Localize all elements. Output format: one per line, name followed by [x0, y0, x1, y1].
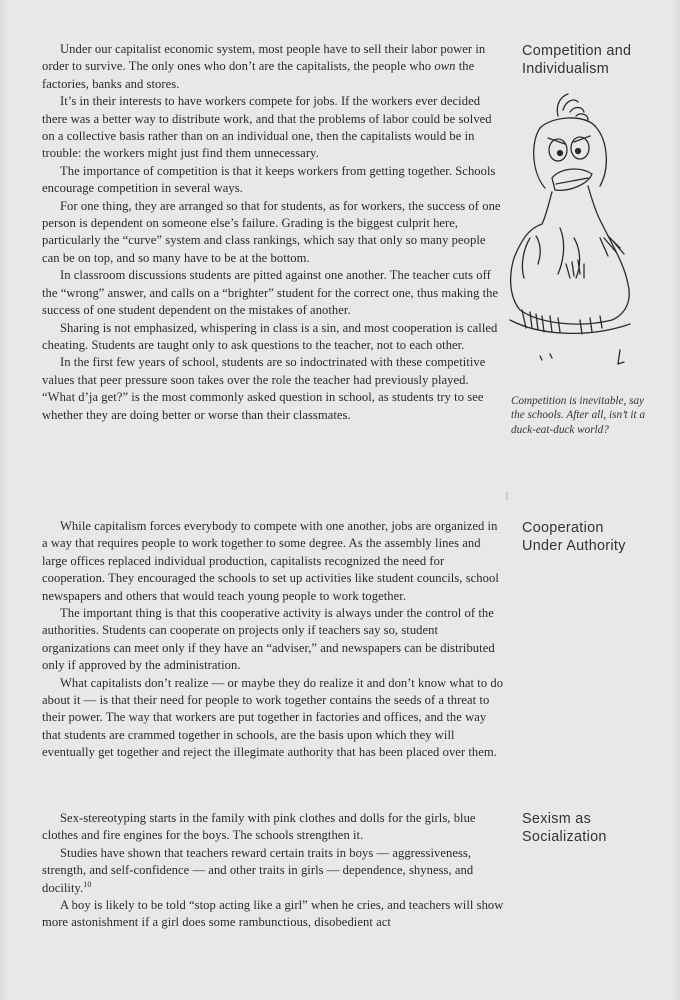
paragraph: The importance of competition is that it keeps workers from getting together. Schools encourage competition in several ways. — [42, 163, 496, 196]
heading-line: Sexism as — [522, 811, 592, 827]
paragraph: In the first few years of school, students are so indoctrinated with these competitive values that peer pressure soon takes over the role the teacher had previously played. “What d’ja get?” is the most commonly asked question in school, as students try to see whether they are doing better or worse than their classmates. — [42, 355, 486, 422]
text-run: Under our capitalist economic system, most people have to sell their labor power in order to survive. The only ones who don’t are the capitalists, the people who — [42, 42, 486, 74]
paragraph: Sex-stereotyping starts in the family with pink clothes and dolls for the girls, blue clothes and fire engines for the boys. The schools strengthen it. — [42, 811, 476, 843]
duck-cartoon-icon — [500, 88, 650, 373]
heading-competition — [522, 42, 662, 78]
heading-sexism — [522, 810, 662, 846]
print-speck — [506, 492, 508, 500]
section-sexism — [42, 810, 504, 932]
heading-line: Cooperation — [522, 520, 604, 536]
paragraph: A boy is likely to be told “stop acting like a girl” when he cries, and teachers will show more astonishment if a girl does some rambunctious, disobedient act — [42, 898, 504, 930]
heading-line: Individualism — [522, 61, 610, 77]
paragraph — [42, 845, 504, 897]
section-cooperation — [42, 518, 504, 762]
paragraph: Sharing is not emphasized, whispering in class is a sin, and most cooperation is called cheating. Students are taught only to ask questions to the teacher, not to each other. — [42, 320, 498, 352]
text-run: Studies have shown that teachers reward certain traits in boys — aggressiveness, strength, and self-confidence — and other traits in girls — dependence, shyness, and docility. — [42, 845, 474, 895]
emphasis: own — [434, 59, 456, 74]
text-run: the factories, banks and stores. — [42, 59, 475, 91]
heading-line: Socialization — [522, 829, 607, 845]
paragraph: It’s in their interests to have workers compete for jobs. If the workers ever decided there was a better way to distribute work, and that the problems of labor could be solved on a collective basis rather than on an individual one, then the capitalists would be in trouble: the workers might just find them unnecessary. — [42, 94, 492, 161]
footnote-marker: 10 — [83, 879, 92, 889]
paragraph — [42, 41, 504, 93]
heading-line: Under Authority — [522, 538, 626, 554]
paragraph: What capitalists don’t realize — or maybe they do realize it and don’t know what to do about it — is that their need for people to work together contains the seeds of a threat to their power. The way that workers are put together in factories and offices, and the way that students are crammed together in schools, are the basis upon which they will eventually get together and reject the illegimate authority that has been placed over them. — [42, 675, 504, 760]
paragraph: While capitalism forces everybody to compete with one another, jobs are organized in a way that requires people to work together to some degree. As the assembly lines and large offices replaced individual production, capitalists recognized the need for cooperation. They encouraged the schools to set up activities like student councils, school newspapers and others that would teach young people to work together. — [42, 519, 499, 603]
paragraph: In classroom discussions students are pitted against one another. The teacher cuts off the “wrong” answer, and calls on a “brighter” student for the correct one, thus making the success of one student dependent on the mistakes of another. — [42, 268, 499, 318]
paragraph: For one thing, they are arranged so that for students, as for workers, the success of one person is dependent on someone else’s failure. Grading is the biggest culprit here, particularly the “curve” system and class rankings, which say that only so many people can be on top, and so many have to be at the bottom. — [42, 198, 501, 265]
paragraph: The important thing is that this cooperative activity is always under the control of the authorities. Students can cooperate on projects only if teachers say so, student organizations can meet only if they have an “adviser,” and newspapers can be distributed only if approved by the administration. — [42, 606, 495, 673]
section-competition — [42, 41, 504, 424]
heading-line: Competition and — [522, 43, 632, 59]
heading-cooperation — [522, 519, 662, 555]
illustration-caption: Competition is inevitable, say the schools. After all, isn’t it a duck-eat-duck world? — [511, 395, 646, 436]
